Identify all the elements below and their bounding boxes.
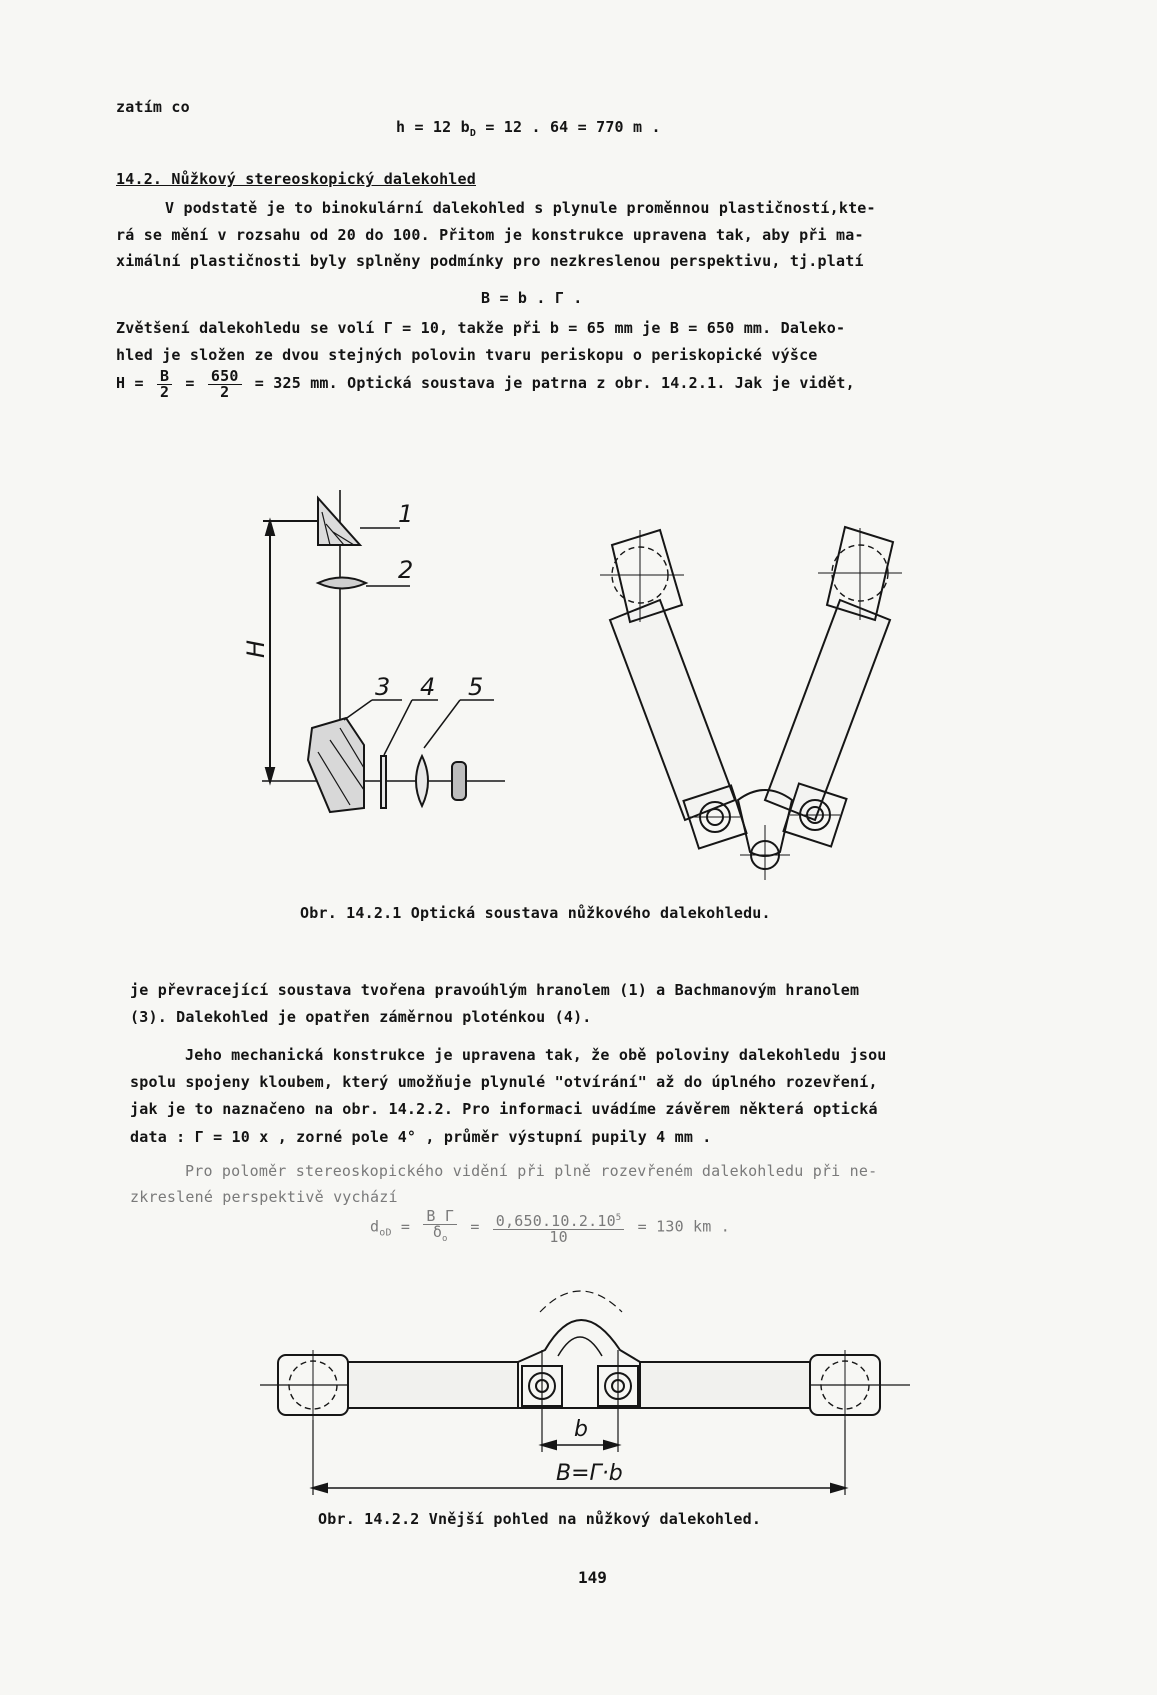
label-3: 3: [375, 673, 391, 701]
equation-B: B = b . Γ .: [481, 289, 583, 307]
right-eyepiece-housing: [783, 783, 846, 846]
para4-line2: spolu spojeny kloubem, který umožňuje plynulé "otvírání" až do úplného rozevření,: [130, 1073, 878, 1091]
section-title: 14.2. Nůžkový stereoskopický dalekohled: [116, 170, 476, 188]
fraction-650-2-num: 650: [208, 368, 242, 385]
left-arm-tube: [348, 1362, 520, 1408]
intro-text: zatím co: [116, 98, 190, 116]
equation-d: [370, 1208, 730, 1246]
arrow-down: [266, 768, 274, 782]
fraction-value-num: [493, 1210, 625, 1230]
figure-1-caption: Obr. 14.2.1 Optická soustava nůžkového dalekohledu.: [300, 904, 771, 922]
eyepiece-lens-1: [416, 756, 428, 806]
label-b: b: [574, 1417, 588, 1442]
right-objective-head: [810, 1355, 880, 1415]
left-eyepiece-housing: [683, 785, 746, 848]
objective-lens: [318, 578, 366, 589]
equation-h-right: = 12 . 64 = 770 m .: [476, 118, 661, 136]
fraction-650-2-den: 2: [220, 383, 230, 401]
fraction-B-2-num: B: [157, 368, 172, 385]
equation-d-eq: =: [391, 1217, 420, 1236]
right-arm-tube: [638, 1362, 810, 1408]
fraction-650-2: [208, 368, 242, 399]
equation-d-tail: = 130 km .: [628, 1217, 730, 1236]
para4-line4: data : Γ = 10 x , zorné pole 4° , průměr výstupní pupily 4 mm .: [130, 1128, 712, 1146]
fraction-value-num-text: 0,650.10.2.10: [495, 1212, 616, 1230]
para4-line1: Jeho mechanická konstrukce je upravena tak, že obě poloviny dalekohledu jsou: [185, 1046, 887, 1064]
fraction-BG-delta-num: B Γ: [423, 1208, 457, 1225]
equation-d-lead: d: [370, 1217, 380, 1236]
fraction-value: [493, 1210, 625, 1244]
right-arm-tube: [765, 600, 890, 820]
equation-H-lead: H =: [116, 374, 153, 392]
fraction-BG-delta-den: [423, 1225, 457, 1246]
label-1: 1: [398, 500, 414, 528]
para3-line1: je převracející soustava tvořena pravoúhlým hranolem (1) a Bachmanovým hranolem: [130, 981, 860, 999]
label-4: 4: [420, 673, 436, 701]
fraction-B-2: [157, 368, 172, 399]
fraction-BG-delta: [423, 1208, 457, 1246]
label-H: H: [242, 639, 270, 658]
para4-line3: jak je to naznačeno na obr. 14.2.2. Pro informaci uvádíme závěrem některá optická: [130, 1100, 878, 1118]
right-objective-head: [827, 527, 893, 620]
fraction-value-den: 10: [549, 1228, 568, 1246]
reticle-plate: [381, 756, 386, 808]
right-eyepiece: [598, 1366, 638, 1406]
bachman-prism: [308, 718, 364, 812]
left-arm-tube: [610, 600, 735, 820]
page-number: 149: [578, 1568, 607, 1587]
equation-H-mid: =: [176, 374, 204, 392]
left-objective-head: [612, 530, 682, 622]
equation-d-lead-sub: oD: [379, 1227, 392, 1239]
figure-v-binocular: [600, 527, 902, 880]
equation-H: [116, 368, 855, 399]
para1-line2: rá se mění v rozsahu od 20 do 100. Přitom je konstrukce upravena tak, aby při ma-: [116, 226, 864, 244]
para5-line1: Pro poloměr stereoskopického vidění při plně rozevřeném dalekohledu při ne-: [185, 1162, 878, 1180]
hinge-joint: [738, 790, 792, 856]
para2-line1: Zvětšení dalekohledu se volí Γ = 10, takže při b = 65 mm je B = 650 mm. Daleko-: [116, 319, 846, 337]
equation-h-sub: D: [469, 128, 477, 139]
fraction-BG-delta-den-sub: o: [442, 1234, 448, 1244]
para1-line1: V podstatě je to binokulární dalekohled s plynule proměnnou plastičností,kte-: [165, 199, 876, 217]
label-5: 5: [468, 673, 484, 701]
left-eyepiece: [522, 1366, 562, 1406]
para2-line2: hled je složen ze dvou stejných polovin tvaru periskopu o periskopické výšce: [116, 346, 818, 364]
label-B-gamma-b: B=Γ·b: [556, 1461, 623, 1486]
eyepiece-lens-2: [452, 762, 466, 800]
para3-line2: (3). Dalekohled je opatřen záměrnou ploténkou (4).: [130, 1008, 592, 1026]
fraction-value-num-sup: 5: [615, 1213, 622, 1223]
hinge-housing: [518, 1320, 640, 1408]
arrow-up: [266, 521, 274, 535]
equation-d-eq2: =: [461, 1217, 489, 1236]
equation-H-tail: = 325 mm. Optická soustava je patrna z obr. 14.2.1. Jak je vidět,: [245, 374, 855, 392]
equation-h: [396, 118, 661, 139]
para5-line2: zkreslené perspektivě vychází: [130, 1188, 398, 1206]
fraction-B-2-den: 2: [159, 383, 170, 401]
para1-line3: ximální plastičnosti byly splněny podmínky pro nezkreslenou perspektivu, tj.platí: [116, 252, 864, 270]
fraction-BG-delta-den-sym: δ: [432, 1223, 443, 1241]
label-2: 2: [398, 556, 414, 584]
equation-h-left: h = 12 b: [396, 118, 470, 136]
figure-2-caption: Obr. 14.2.2 Vnější pohled na nůžkový dalekohled.: [318, 1510, 762, 1528]
right-angle-prism: [318, 498, 360, 545]
left-objective-head: [278, 1355, 348, 1415]
